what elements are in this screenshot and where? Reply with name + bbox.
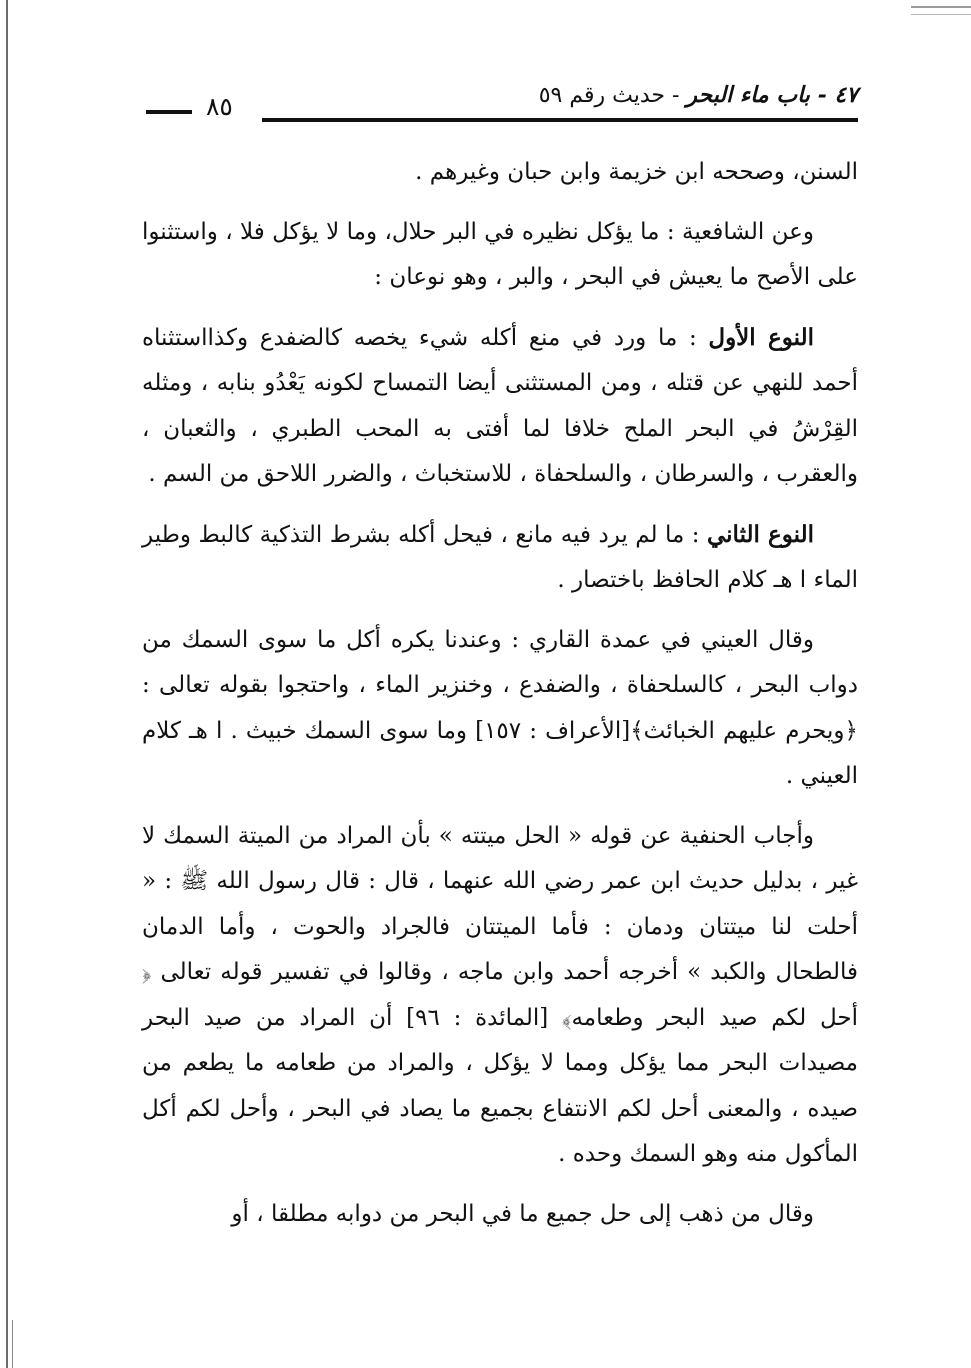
paragraph-text: وعن الشافعية : ما يؤكل نظيره في البر حلال، وما لا يؤكل فلا ، واستثنوا على الأصح ما يعيش في البحر ، والبر ، وهو نوعان : <box>142 218 858 290</box>
scan-edge-left <box>6 0 8 1368</box>
page-number: ٨٥ <box>206 92 233 121</box>
hadith-number: حديث رقم ٥٩ <box>538 83 665 108</box>
paragraph-text: : ما لم يرد فيه مانع ، فيحل أكله بشرط التذكية كالبط وطير الماء ا هـ كلام الحافظ باختصار . <box>142 521 858 593</box>
paragraph-text: وقال من ذهب إلى حل جميع ما في البحر من دوابه مطلقا ، أو <box>231 1200 814 1227</box>
title-separator: - <box>665 83 687 108</box>
scan-mark-top-secondary <box>911 14 971 15</box>
running-title <box>539 80 858 111</box>
section-heading: النوع الثاني <box>706 520 814 548</box>
paragraph-text: وقال العيني في عمدة القاري : وعندنا يكره أكل ما سوى السمك من دواب البحر ، كالسلحفاة ، والضفدع ، وخنزير الماء ، واحتجوا بقوله تعالى : ﴿ويحرم عليهم الخبائث﴾[الأعراف : ١٥٧] وما سوى السمك خبيث . ا هـ كلام العيني . <box>142 626 858 789</box>
chapter-title: ٤٧ - باب ماء البحر <box>686 82 858 108</box>
paragraph-text: وأجاب الحنفية عن قوله « الحل ميتته » بأن المراد من الميتة السمك لا غير ، بدليل حديث ابن عمر رضي الله عنهما ، قال : قال رسول الله ﷺ : « أحلت لنا ميتتان ودمان : فأما الميتتان فالجراد والحوت ، وأما الدمان فالطحال والكبد » أخرجه أحمد وابن ماجه ، وقالوا في تفسير قوله تعالى ﴿ أحل لكم صيد البحر وطعامه﴾ [المائدة : ٩٦] أن المراد من صيد البحر مصيدات البحر مما يؤكل ومما لا يؤكل ، والمراد من طعامه ما يطعم من صيده ، والمعنى أحل لكم الانتفاع بجميع ما يصاد في البحر ، وأحل لكم أكل المأكول منه وهو السمك وحده . <box>142 822 858 1167</box>
paragraph-text: : ما ورد في منع أكله شيء يخصه كالضفدع وكذااستثناه أحمد للنهي عن قتله ، ومن المستثنى أيضا التمساح لكونه يَعْدُو بنابه ، ومثله القِرْشُ في البحر الملح خلافا لما أفتى به المحب الطبري ، والثعبان ، والعقرب ، والسرطان ، والسلحفاة ، للاستخباث ، والضرر اللاحق من السم . <box>142 324 858 487</box>
scan-mark-top <box>911 6 971 8</box>
header-left-dash <box>146 110 192 114</box>
paragraph <box>142 150 858 196</box>
header-rule <box>262 118 858 122</box>
paragraph <box>142 512 858 604</box>
paragraph <box>142 618 858 800</box>
page-header <box>146 78 858 128</box>
paragraph <box>142 1192 858 1238</box>
paragraph <box>142 814 858 1178</box>
paragraph <box>142 315 858 498</box>
body-text <box>142 150 858 1350</box>
paragraph-text: السنن، وصححه ابن خزيمة وابن حبان وغيرهم . <box>415 159 858 185</box>
paragraph <box>142 210 858 301</box>
scan-edge-left-bottom <box>12 1320 13 1368</box>
section-heading: النوع الأول <box>708 323 814 351</box>
